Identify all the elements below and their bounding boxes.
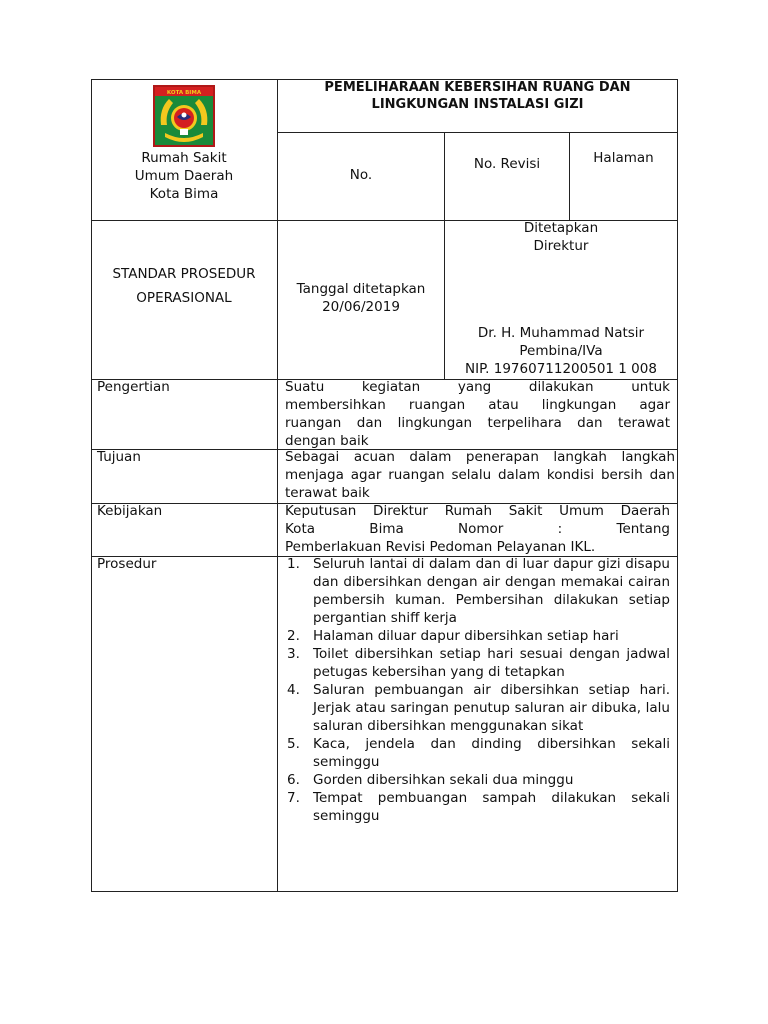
director-rank: Pembina/IVa bbox=[519, 343, 603, 359]
step-text: Halaman diluar dapur dibersihkan setiap hari bbox=[313, 628, 619, 644]
step-text: Gorden dibersihkan sekali dua minggu bbox=[313, 772, 574, 788]
tujuan-label: Tujuan bbox=[97, 449, 141, 465]
step-text: Kaca, jendela dan dinding dibersihkan sekali seminggu bbox=[313, 736, 670, 770]
halaman-divider bbox=[569, 132, 570, 221]
kebijakan-line-2: Kota Bima Nomor : Tentang bbox=[285, 521, 670, 537]
step-text: Seluruh lantai di dalam dan di luar dapur gizi disapu dan dibersihkan dengan air dengan memakai cairan pembersih kuman. Pembersihan dilakukan setiap pergantian shiff kerja bbox=[313, 556, 670, 626]
pengertian-line-4: dengan baik bbox=[285, 433, 369, 449]
step-number: 1. bbox=[287, 556, 300, 572]
step-text: Toilet dibersihkan setiap hari sesuai dengan jadwal petugas kebersihan yang di tetapkan bbox=[313, 646, 670, 680]
prosedur-step bbox=[285, 681, 670, 735]
date-block bbox=[278, 280, 444, 316]
kebijakan-line-1: Keputusan Direktur Rumah Sakit Umum Daerah bbox=[285, 503, 670, 519]
kebijakan-line-3: Pemberlakuan Revisi Pedoman Pelayanan IKL. bbox=[285, 539, 596, 555]
step-number: 4. bbox=[287, 682, 300, 698]
pengertian-text bbox=[285, 378, 670, 450]
director-block bbox=[445, 324, 677, 378]
institution-line-3: Kota Bima bbox=[149, 186, 219, 202]
director-name: Dr. H. Muhammad Natsir bbox=[477, 325, 645, 341]
step-text: Saluran pembuangan air dibersihkan setiap hari. Jerjak atau saringan penutup saluran air dibuka, lalu saluran dibersihkan menggunakan sikat bbox=[313, 682, 670, 734]
sop-label bbox=[91, 265, 277, 307]
institution-line-2: Umum Daerah bbox=[134, 168, 234, 184]
kebijakan-text bbox=[285, 502, 670, 556]
sop-label-line-1: STANDAR PROSEDUR bbox=[112, 266, 256, 282]
director-nip: NIP. 19760711200501 1 008 bbox=[465, 361, 657, 377]
approval-block bbox=[445, 219, 677, 255]
approval-line-1: Ditetapkan bbox=[523, 220, 599, 236]
title-line-1: PEMELIHARAAN KEBERSIHAN RUANG DAN bbox=[324, 80, 631, 95]
tujuan-text: Sebagai acuan dalam penerapan langkah langkah menjaga agar ruangan selalu dalam kondisi bersih dan terawat baik bbox=[285, 449, 675, 501]
prosedur-step bbox=[285, 789, 670, 825]
kota-bima-logo bbox=[153, 85, 215, 147]
border-right bbox=[677, 79, 678, 892]
title-line-2: LINGKUNGAN INSTALASI GIZI bbox=[371, 97, 584, 112]
prosedur-step bbox=[285, 627, 670, 645]
border-bottom bbox=[91, 891, 678, 892]
step-number: 6. bbox=[287, 772, 300, 788]
pengertian-line-1: Suatu kegiatan yang dilakukan untuk bbox=[285, 379, 670, 395]
kebijakan-label: Kebijakan bbox=[97, 503, 163, 519]
pengertian-label: Pengertian bbox=[97, 379, 170, 395]
prosedur-label: Prosedur bbox=[97, 556, 157, 572]
date-label: Tanggal ditetapkan bbox=[296, 281, 426, 297]
no-label: No. bbox=[349, 167, 373, 183]
revisi-label: No. Revisi bbox=[473, 156, 541, 172]
sop-document bbox=[91, 79, 678, 892]
institution-name bbox=[91, 149, 277, 203]
title-divider bbox=[277, 132, 678, 133]
prosedur-step bbox=[285, 771, 670, 789]
column-divider bbox=[277, 79, 278, 892]
pengertian-line-2: membersihkan ruangan atau lingkungan agar bbox=[285, 397, 670, 413]
prosedur-step bbox=[285, 645, 670, 681]
sop-label-line-2: OPERASIONAL bbox=[136, 290, 232, 306]
prosedur-list bbox=[285, 555, 670, 825]
step-number: 2. bbox=[287, 628, 300, 644]
step-number: 3. bbox=[287, 646, 300, 662]
step-text: Tempat pembuangan sampah dilakukan sekali seminggu bbox=[313, 790, 670, 824]
date-value: 20/06/2019 bbox=[322, 299, 400, 315]
document-title bbox=[278, 79, 677, 113]
halaman-label: Halaman bbox=[593, 150, 654, 166]
prosedur-step bbox=[285, 555, 670, 627]
svg-text:KOTA BIMA: KOTA BIMA bbox=[166, 90, 202, 96]
approval-line-2: Direktur bbox=[533, 238, 589, 254]
step-number: 7. bbox=[287, 790, 300, 806]
step-number: 5. bbox=[287, 736, 300, 752]
institution-line-1: Rumah Sakit bbox=[141, 150, 227, 166]
pengertian-line-3: ruangan dan lingkungan terpelihara dan terawat bbox=[285, 415, 670, 431]
kota-bima-emblem-icon bbox=[153, 85, 215, 147]
prosedur-step bbox=[285, 735, 670, 771]
